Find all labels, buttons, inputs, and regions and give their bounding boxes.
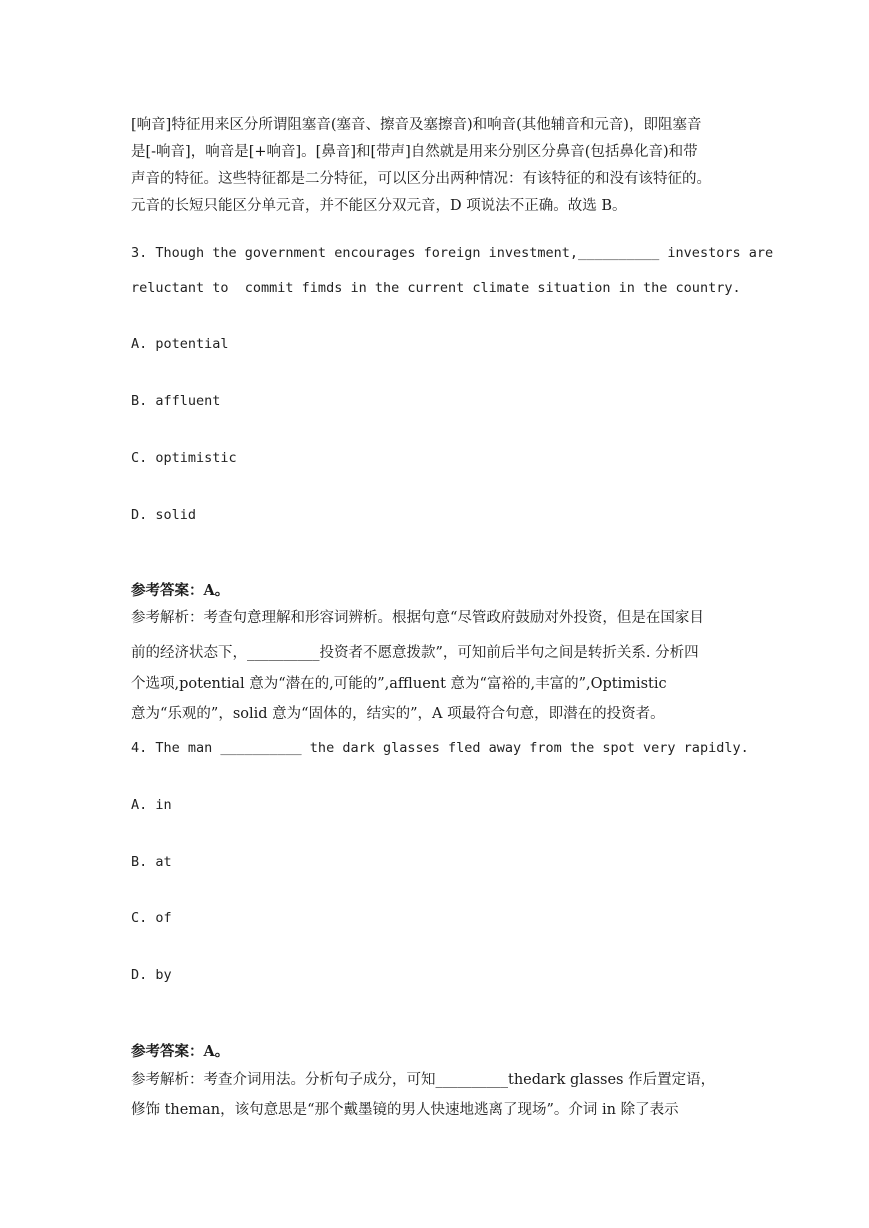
q3-answer: 参考答案：A。 <box>131 582 230 599</box>
q4-option-a: A. in <box>131 797 172 813</box>
q2-explanation-line: 是[-响音]，响音是[+响音]。[鼻音]和[带声]自然就是用来分别区分鼻音(包括鼻化音)和带 <box>131 144 698 160</box>
q4-stem-line1: 4. The man __________ the dark glasses fled away from the spot very rapidly. <box>131 740 749 756</box>
q3-option-c: C. optimistic <box>131 450 237 466</box>
q4-option-c: C. of <box>131 910 172 926</box>
q3-option-b: B. affluent <box>131 393 221 409</box>
q4-option-d: D. by <box>131 967 172 983</box>
q4-option-b: B. at <box>131 854 172 870</box>
q2-explanation-line: [响音]特征用来区分所谓阻塞音(塞音、擦音及塞擦音)和响音(其他辅音和元音)，即阻塞音 <box>131 117 702 133</box>
q3-option-a: A. potential <box>131 336 229 352</box>
q3-stem-line1: 3. Though the government encourages foreign investment,__________ investors are <box>131 245 774 261</box>
q2-explanation-line: 元音的长短只能区分单元音，并不能区分双元音，D 项说法不正确。故选 B。 <box>131 198 627 214</box>
q3-stem-line2: reluctant to commit fimds in the current climate situation in the country. <box>131 280 741 296</box>
q3-explanation-line: 意为“乐观的”，solid 意为“固体的，结实的”，A 项最符合句意，即潜在的投资者。 <box>131 706 665 722</box>
q3-explanation-line: 前的经济状态下，__________投资者不愿意拨款”，可知前后半句之间是转折关系. 分析四 <box>131 645 699 661</box>
q4-explanation-line: 参考解析：考查介词用法。分析句子成分，可知__________thedark glasses 作后置定语， <box>131 1072 716 1088</box>
q2-explanation-line: 声音的特征。这些特征都是二分特征，可以区分出两种情况：有该特征的和没有该特征的。 <box>131 171 711 187</box>
q3-explanation-line: 参考解析：考查句意理解和形容词辨析。根据句意“尽管政府鼓励对外投资，但是在国家目 <box>131 610 704 626</box>
q4-explanation-line: 修饰 theman，该句意思是“那个戴墨镜的男人快速地逃离了现场”。介词 in 除了表示 <box>131 1102 679 1118</box>
q3-option-d: D. solid <box>131 507 197 523</box>
q3-explanation-line: 个选项,potential 意为“潜在的,可能的”,affluent 意为“富裕的,丰富的”,Optimistic <box>131 676 667 692</box>
q4-answer: 参考答案：A。 <box>131 1043 230 1060</box>
